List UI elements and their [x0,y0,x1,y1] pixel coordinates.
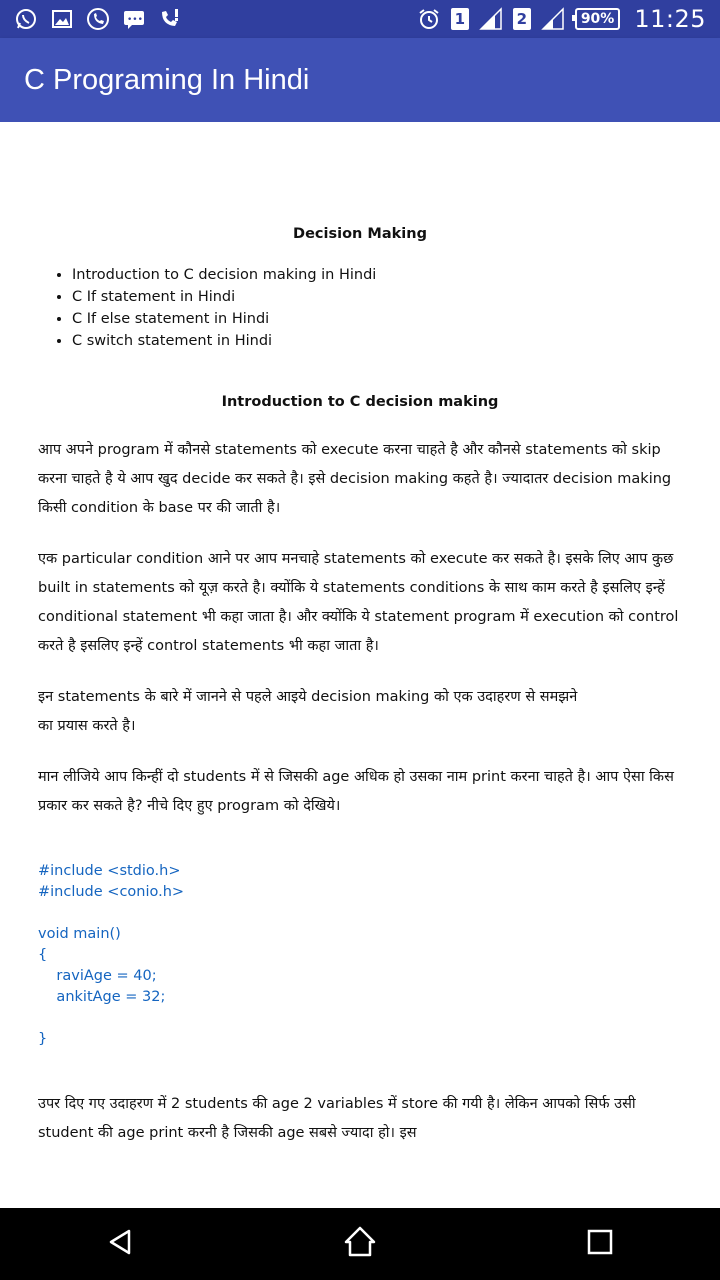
paragraph: एक particular condition आने पर आप मनचाहे statements को execute कर सकते है। इसके लिए आप कुछ built in statements को यूज़ करते है। क्योंकि ये statements conditions के साथ काम करते है इसलिए इन्हें conditional statement भी कहा जाता है। और क्योंकि ये statement program में execution को control करते है इसलिए इन्हें control statements भी कहा जाता है। [38,551,679,654]
home-button[interactable] [320,1208,400,1280]
toc-item: • Introduction to C decision making in Hindi [72,264,682,286]
paragraph: इन statements के बारे में जानने से पहले आइये decision making को एक उदाहरण से समझने का प्रयास करते है। [38,689,578,734]
recents-icon [586,1228,614,1260]
paragraph: आप अपने program में कौनसे statements को execute करना चाहते है और कौनसे statements को skip करना चाहते है ये आप खुद decide कर सकते है। इसे decision making कहते है। ज्यादातर decision making किसी condition के base पर की जाती है। [38,442,672,516]
status-clock: 11:25 [634,5,706,33]
app-title: C Programing In Hindi [24,63,310,96]
toc-item: • C switch statement in Hindi [72,330,682,352]
gallery-icon [50,7,74,31]
toc-item: • C If statement in Hindi [72,286,682,308]
sim2-badge: 2 [513,8,531,30]
svg-text:•••: ••• [127,15,143,25]
home-icon [343,1225,377,1263]
signal-icon-sim1 [479,7,503,31]
whatsapp-icon [14,7,38,31]
battery-indicator [575,8,621,30]
signal-icon-sim2 [541,7,565,31]
messaging-icon [122,7,146,31]
call-icon [86,7,110,31]
code-block: #include <stdio.h> #include <conio.h> void main() { raviAge = 40; ankitAge = 32; } [38,863,185,1047]
paragraph: उपर दिए गए उदाहरण में 2 students की age 2 variables में store की गयी है। लेकिन आपको सिर्फ उसी student की age print करनी है जिसकी age सबसे ज्यादा हो। इस [38,1096,636,1141]
navigation-bar [0,1208,720,1280]
toc-item: • C If else statement in Hindi [72,308,682,330]
missed-call-icon [158,7,182,31]
alarm-icon [417,7,441,31]
sim1-badge: 1 [451,8,469,30]
document-body [0,226,720,1148]
back-button[interactable] [80,1208,160,1280]
heading-introduction: Introduction to C decision making [221,394,499,410]
document-view[interactable] [0,122,720,1208]
recents-button[interactable] [560,1208,640,1280]
back-icon [105,1227,135,1261]
paragraph: मान लीजिये आप किन्हीं दो students में से जिसकी age अधिक हो उसका नाम print करना चाहते है। आप ऐसा किस प्रकार कर सकते है? नीचे दिए हुए program को देखिये। [38,769,674,814]
battery-percent: 90% [580,11,615,27]
heading-decision-making: Decision Making [293,226,427,242]
app-bar [0,38,720,122]
status-bar [0,0,720,38]
toc-list [38,264,682,352]
